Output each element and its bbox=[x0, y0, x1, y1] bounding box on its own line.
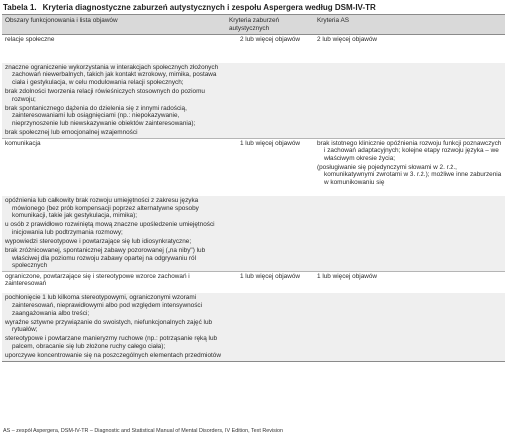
table-header-row bbox=[2, 15, 505, 35]
as-criterion-item: (posługiwanie się pojedynczymi słowami w 2. r.ż., komunikatywnymi zwrotami w 3. r.ż.); możliwe inne zaburzenia w komunikowaniu się bbox=[317, 163, 502, 186]
table-row-behavior-symptoms bbox=[2, 293, 505, 361]
symptom-item: brak społecznej lub emocjonalnej wzajemności bbox=[5, 128, 138, 136]
cell-autism-social: 2 lub więcej objawów bbox=[226, 35, 314, 63]
cell-area-social: relacje społeczne bbox=[2, 35, 226, 63]
symptom-item: u osób z prawidłowo rozwiniętą mową znaczne upośledzenie umiejętności inicjowania lub podtrzymania rozmowy; bbox=[5, 221, 215, 236]
symptom-item: brak spontanicznego dążenia do dzielenia się z innymi radością, zainteresowaniami lub osiągnięciami (np.: niepokazywanie, nieprzynoszenie lub niewskazywanie obiektów zainteresowania); bbox=[5, 104, 196, 127]
cell-area-behaviors: ograniczone, powtarzające się i stereotypowe wzorce zachowań i zainteresowań bbox=[2, 271, 226, 293]
header-autism-criteria: Kryteria zaburzeń autystycznych bbox=[226, 15, 314, 35]
table-number: Tabela 1. bbox=[3, 3, 37, 12]
symptom-item: stereotypowe i powtarzane manieryzmy ruchowe (np.: potrząsanie ręką lub palcem, obracanie się lub złożone ruchy całego ciała); bbox=[5, 335, 218, 350]
table-footnote: AS – zespół Aspergera, DSM-IV-TR – Diagnostic and Statistical Manual of Mental Disorders, IV Edition, Text Revision bbox=[3, 428, 284, 434]
cell-communication-symptoms bbox=[2, 196, 226, 271]
symptom-item: znaczne ograniczenie wykorzystania w interakcjach społecznych złożonych zachowań niewerbalnych, takich jak kontakt wzrokowy, mimika, postawa ciała i gestykulacja, w celu modulowania relacji społecznych; bbox=[5, 63, 219, 86]
table-row-restricted-behaviors bbox=[2, 271, 505, 293]
header-areas: Obszary funkcjonowania i lista objawów bbox=[2, 15, 226, 35]
symptom-item: brak zróżnicowanej, spontanicznej zabawy pozorowanej („na niby") lub właściwej dla poziomu rozwoju zabawy opartej na odgrywaniu ról społecznych bbox=[5, 247, 206, 270]
symptom-item: brak zdolności tworzenia relacji rówieśniczych stosownych do poziomu rozwoju; bbox=[5, 87, 205, 103]
symptom-item: uporczywe koncentrowanie się na poszczególnych elementach przedmiotów bbox=[5, 352, 221, 360]
symptom-item: pochłonięcie 1 lub kilkoma stereotypowymi, ograniczonymi wzorami zainteresowań, nieprawidłowymi albo pod względem intensywności zaangażowania albo treści; bbox=[5, 294, 203, 317]
symptom-item: opóźnienia lub całkowity brak rozwoju umiejętności z zakresu języka mówionego (bez prób kompensacji poprzez alternatywne sposoby komunikacji, takie jak gestykulacja, mimika); bbox=[5, 197, 199, 220]
table-row-social-relations bbox=[2, 35, 505, 63]
header-as-criteria: Kryteria AS bbox=[314, 15, 505, 35]
symptom-item: wyraźne sztywne przywiązanie do swoistych, niefunkcjonalnych zajęć lub rytuałów; bbox=[5, 318, 213, 334]
symptom-item: wypowiedzi stereotypowe i powtarzające się lub idiosynkratyczne; bbox=[5, 238, 192, 245]
table-row-social-symptoms bbox=[2, 63, 505, 138]
table-title: Kryteria diagnostyczne zaburzeń autystycznych i zespołu Aspergera według DSM-IV-TR bbox=[42, 3, 376, 12]
table-caption bbox=[3, 1, 503, 14]
cell-area-communication: komunikacja bbox=[2, 138, 226, 196]
table-row-communication bbox=[2, 138, 505, 196]
criteria-table bbox=[2, 14, 505, 362]
cell-as-social: 2 lub więcej objawów bbox=[314, 35, 505, 63]
cell-behavior-symptoms bbox=[2, 293, 226, 361]
cell-autism-behaviors: 1 lub więcej objawów bbox=[226, 271, 314, 293]
cell-as-behaviors: 1 lub więcej objawów bbox=[314, 271, 505, 293]
cell-social-symptoms bbox=[2, 63, 226, 138]
as-criterion-item: brak istotnego klinicznie opóźnienia rozwoju funkcji poznawczych i zachowań adaptacyjnych; kolejne etapy rozwoju języka – we właściwym okresie życia; bbox=[317, 139, 502, 162]
table-row-communication-symptoms bbox=[2, 196, 505, 271]
cell-as-communication bbox=[314, 138, 505, 196]
cell-autism-communication: 1 lub więcej objawów bbox=[226, 138, 314, 196]
